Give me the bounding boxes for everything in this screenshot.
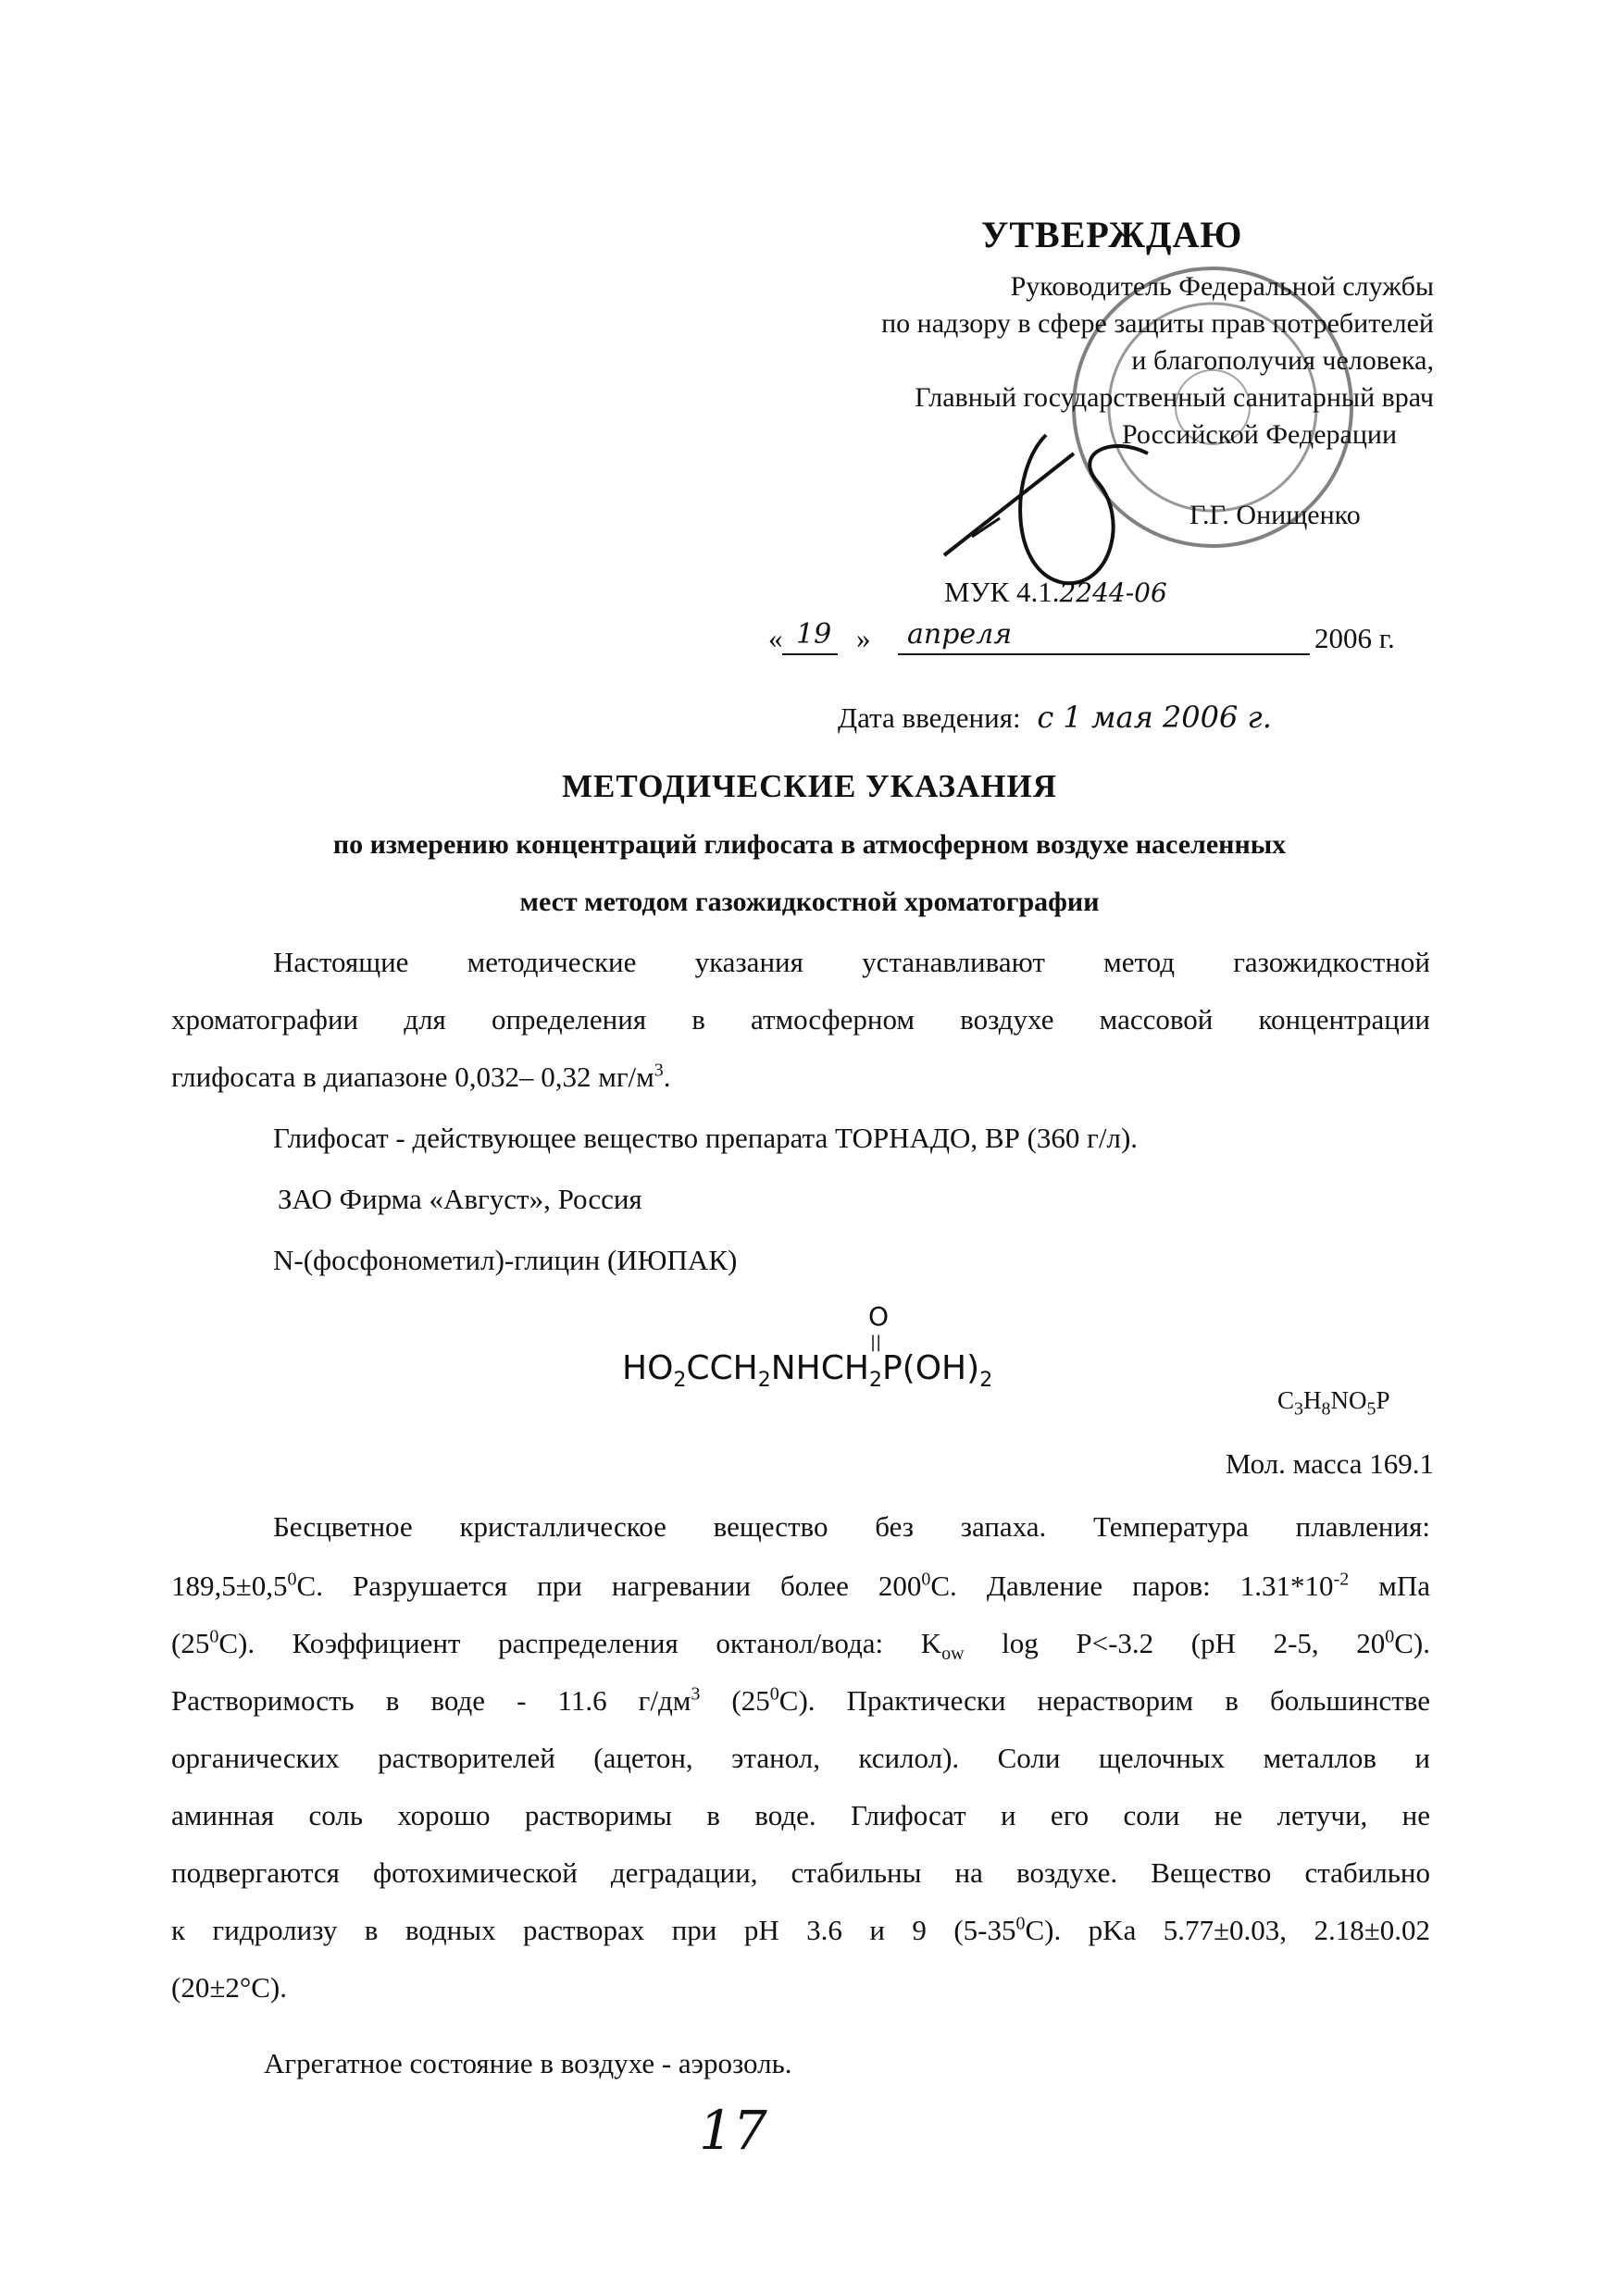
document-title: МЕТОДИЧЕСКИЕ УКАЗАНИЯ	[562, 768, 1057, 804]
molecular-mass: Мол. масса 169.1	[1225, 1447, 1434, 1480]
formula-double-bond: ||	[870, 1333, 882, 1352]
approval-line: Руководитель Федеральной службы	[1010, 271, 1434, 302]
approval-date-day: 19	[796, 618, 832, 651]
signature	[935, 398, 1213, 602]
doc-number	[944, 576, 1167, 609]
formula-oxygen: O	[868, 1301, 890, 1332]
approval-date-month: апреля	[907, 618, 1013, 651]
iupac-name: N-(фосфонометил)-глицин (ИЮПАК)	[273, 1244, 738, 1276]
intro-paragraph-line: хроматографии для определения в атмосферном воздухе массовой концентрации	[171, 1003, 1430, 1036]
properties-line: Бесцветное кристаллическое вещество без запаха. Температура плавления:	[273, 1510, 1430, 1543]
document-subtitle-line1: по измерению концентраций глифосата в атмосферном воздухе населенных	[332, 829, 1287, 860]
properties-line: аминная соль хорошо растворимы в воде. Глифосат и его соли не летучи, не	[171, 1799, 1430, 1831]
intro-date-label: Дата введения:	[838, 701, 1021, 734]
structural-formula: $HO_2CCH_2NHCH_2P(OH)_2$	[622, 1349, 993, 1393]
intro-paragraph-line: глифосата в диапазоне 0,032– 0,32 $мг/м^3$.	[171, 1060, 671, 1093]
document-subtitle-line2: мест методом газожидкостной хроматографии	[519, 887, 1100, 917]
properties-line: органических растворителей (ацетон, этанол, ксилол). Соли щелочных металлов и	[171, 1742, 1430, 1774]
approval-date: « 19 » апреля 2006 г.	[768, 618, 1395, 654]
intro-paragraph-line: Настоящие методические указания устанавливают метод газожидкостной	[273, 946, 1430, 978]
page-number: 17	[699, 2099, 767, 2162]
approval-heading: УТВЕРЖДАЮ	[981, 214, 1243, 255]
properties-line: (20±2°С).	[171, 1971, 287, 2004]
approval-line: и благополучия человека,	[1131, 345, 1434, 376]
doc-number-label: МУК 4.1.	[944, 576, 1060, 608]
intro-date-value: с 1 мая 2006 г.	[1037, 700, 1272, 735]
substance-line: Глифосат - действующее вещество препарата ТОРНАДО, ВР (360 г/л).	[273, 1122, 1139, 1154]
properties-line: $189,5\pm 0,5^0С$. Разрушается при нагревании более $200^0С$. Давление паров: $1.31*10^{-2}$ мПа	[171, 1569, 1431, 1602]
properties-line: $(25^0С)$. Коэффициент распределения октанол/вода: $K_{ow}$ log P<-3.2 (pH 2-5, $20^0С$).	[171, 1626, 1430, 1665]
signatory-name: Г.Г. Онищенко	[1189, 500, 1361, 530]
gross-formula: $C_3H_8NO_5P$	[1277, 1386, 1390, 1420]
approval-line: Главный государственный санитарный врач	[915, 382, 1434, 413]
intro-date	[838, 700, 1272, 735]
approval-line: по надзору в сфере защиты прав потребителей	[881, 308, 1434, 339]
approval-date-year: 2006 г.	[1314, 622, 1395, 654]
approval-line: Российской Федерации	[1121, 419, 1397, 450]
doc-number-handwritten: 2244-06	[1059, 577, 1167, 608]
aggregate-state: Агрегатное состояние в воздухе - аэрозоль.	[264, 2047, 792, 2079]
company-line: ЗАО Фирма «Август», Россия	[278, 1183, 642, 1215]
properties-line: к гидролизу в водных растворах при pH 3.6 и 9 $(5-35^0С)$. pKa 5.77±0.03, 2.18±0.02	[171, 1913, 1430, 1946]
properties-line: подвергаются фотохимической деградации, стабильны на воздухе. Вещество стабильно	[171, 1856, 1430, 1889]
properties-line: Растворимость в воде - 11.6 $г/дм^3$ $(25^0С)$. Практически нерастворим в большинстве	[171, 1683, 1430, 1717]
